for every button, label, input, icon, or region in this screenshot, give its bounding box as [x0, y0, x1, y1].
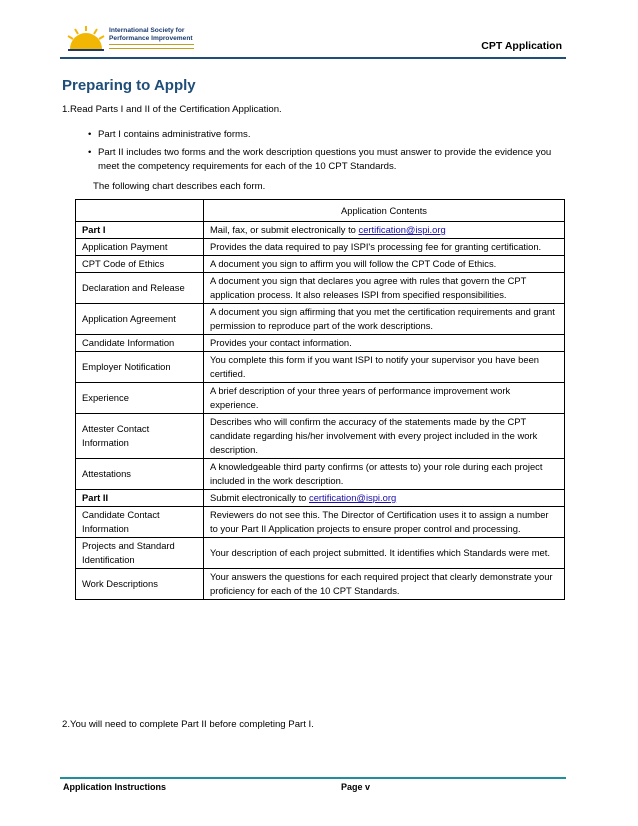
ispi-logo: [66, 25, 206, 53]
row-label: Attestations: [76, 459, 204, 490]
table-header-row: [76, 200, 565, 222]
table-row: [76, 383, 565, 414]
row-description: Describes who will confirm the accuracy of the statements made by the CPT candidate regarding his/her involvement with every project included in the work description.: [204, 414, 565, 459]
row-label: Application Agreement: [76, 304, 204, 335]
page-title: Preparing to Apply: [62, 77, 196, 94]
footer-document-title: Application Instructions: [63, 782, 167, 792]
sun-logo-icon: [66, 25, 106, 53]
table-row: [76, 304, 565, 335]
row-description: Your description of each project submitted. It identifies which Standards were met.: [204, 538, 565, 569]
header-divider: [60, 57, 566, 59]
row-label: Part II: [76, 490, 204, 507]
footer-divider: [60, 777, 566, 779]
row-label: Experience: [76, 383, 204, 414]
logo-tagline-bar: [109, 44, 194, 49]
row-label: Projects and Standard Identification: [76, 538, 204, 569]
row-label: Declaration and Release: [76, 273, 204, 304]
table-header-blank: [76, 200, 204, 222]
table-row: [76, 239, 565, 256]
footer-page-number: Page v: [341, 782, 371, 792]
logo-line-2: Performance Improvement: [109, 35, 193, 42]
row-label: Application Payment: [76, 239, 204, 256]
row-description-prefix: Submit electronically to: [210, 492, 310, 503]
table-row-part-2: [76, 490, 565, 507]
row-description: [204, 490, 565, 507]
table-row: [76, 335, 565, 352]
certification-email-link[interactable]: certification@ispi.org: [358, 224, 446, 235]
table-row: [76, 256, 565, 273]
bullet-text: Part I contains administrative forms.: [98, 129, 251, 140]
row-label: Candidate Information: [76, 335, 204, 352]
application-contents-table: [75, 199, 565, 600]
row-label: Part I: [76, 222, 204, 239]
row-description: A document you sign affirming that you met the certification requirements and grant permission to reproduce part of the work descriptions.: [204, 304, 565, 335]
bullet-item: [88, 146, 553, 174]
logo-org-name: [109, 27, 193, 43]
logo-line-1: International Society for: [109, 27, 185, 34]
row-description: Provides your contact information.: [204, 335, 565, 352]
table-row-part-1: [76, 222, 565, 239]
table-row: [76, 414, 565, 459]
row-label: CPT Code of Ethics: [76, 256, 204, 273]
table-row: [76, 569, 565, 600]
row-description: Provides the data required to pay ISPI's processing fee for granting certification.: [204, 239, 565, 256]
row-description: A document you sign that declares you agree with rules that govern the CPT application process. It also releases ISPI from specified responsibilities.: [204, 273, 565, 304]
row-label: Candidate Contact Information: [76, 507, 204, 538]
chart-intro-text: The following chart describes each form.: [93, 181, 266, 192]
row-label: Attester Contact Information: [76, 414, 204, 459]
bullet-text: Part II includes two forms and the work description questions you must answer to provide the evidence you meet the competency requirements for each of the 10 CPT Standards.: [98, 147, 552, 172]
row-description: Reviewers do not see this. The Director of Certification uses it to assign a number to your Part II Application projects to ensure proper control and processing.: [204, 507, 565, 538]
table-row: [76, 507, 565, 538]
step-2-text: 2.You will need to complete Part II before completing Part I.: [62, 719, 314, 730]
row-description: A document you sign to affirm you will follow the CPT Code of Ethics.: [204, 256, 565, 273]
row-description: A brief description of your three years of performance improvement work experience.: [204, 383, 565, 414]
table-row: [76, 273, 565, 304]
table-row: [76, 459, 565, 490]
row-description: Your answers the questions for each required project that clearly demonstrate your proficiency for each of the 10 CPT Standards.: [204, 569, 565, 600]
row-label: Work Descriptions: [76, 569, 204, 600]
table-row: [76, 352, 565, 383]
row-description: A knowledgeable third party confirms (or attests to) your role during each project included in the work description.: [204, 459, 565, 490]
row-description: You complete this form if you want ISPI to notify your supervisor you have been certified.: [204, 352, 565, 383]
row-description-prefix: Mail, fax, or submit electronically to: [210, 224, 359, 235]
step-1-text: 1.Read Parts I and II of the Certification Application.: [62, 104, 282, 115]
certification-email-link[interactable]: certification@ispi.org: [309, 492, 397, 503]
header-title: CPT Application: [481, 40, 562, 52]
bullet-icon: •: [88, 147, 92, 158]
table-row: [76, 538, 565, 569]
row-description: [204, 222, 565, 239]
row-label: Employer Notification: [76, 352, 204, 383]
table-header: Application Contents: [204, 200, 565, 222]
bullet-icon: •: [88, 129, 92, 140]
bullet-item: [88, 128, 553, 142]
